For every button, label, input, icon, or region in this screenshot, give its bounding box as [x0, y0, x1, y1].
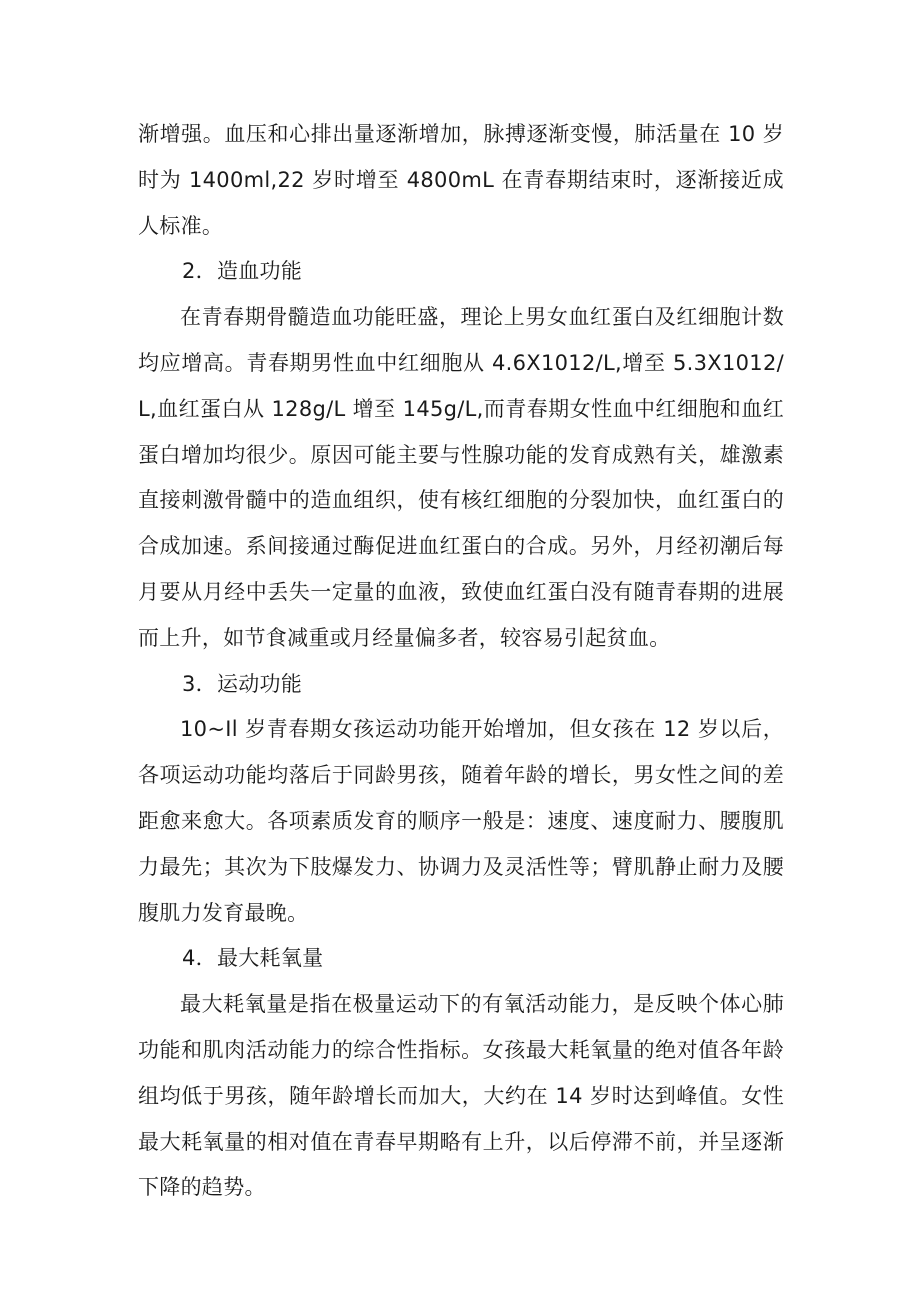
- section-heading-motor-function: 3．运动功能: [182, 671, 303, 696]
- paragraph-motor-function: 10~Il 岁青春期女孩运动功能开始增加，但女孩在 12 岁以后，各项运动功能均落后于同龄男孩，随着年龄的增长，男女性之间的差距愈来愈大。各项素质发育的顺序一般是：速度、速度耐力、腰腹肌力最先；其次为下肢爆发力、协调力及灵活性等；臂肌静止耐力及腰腹肌力发育最晚。: [138, 717, 784, 925]
- section-heading-hematopoiesis: 2．造血功能: [182, 259, 303, 284]
- paragraph-hematopoiesis: 在青春期骨髓造血功能旺盛，理论上男女血红蛋白及红细胞计数均应增高。青春期男性血中红细胞从 4.6X1012/L,增至 5.3X1012/L,血红蛋白从 128g/L 增至 145g/L,而青春期女性血中红细胞和血红蛋白增加均很少。原因可能主要与性腺功能的发育成熟有关，雄激素直接刺激骨髓中的造血组织，使有核红细胞的分裂加快，血红蛋白的合成加速。系间接通过酶促进血红蛋白的合成。另外，月经初潮后每月要从月经中丢失一定量的血液，致使血红蛋白没有随青春期的进展而上升，如节食减重或月经量偏多者，较容易引起贫血。: [138, 305, 784, 650]
- paragraph-max-oxygen: 最大耗氧量是指在极量运动下的有氧活动能力，是反映个体心肺功能和肌肉活动能力的综合性指标。女孩最大耗氧量的绝对值各年龄组均低于男孩，随年龄增长而加大，大约在 14 岁时达到峰值。女性最大耗氧量的相对值在青春早期略有上升，以后停滞不前，并呈逐渐下降的趋势。: [138, 992, 784, 1200]
- document-body: [138, 112, 784, 1211]
- section-heading-max-oxygen: 4．最大耗氧量: [182, 946, 324, 971]
- paragraph-continuation: 渐增强。血压和心排出量逐渐增加，脉搏逐渐变慢，肺活量在 10 岁时为 1400ml,22 岁时增至 4800mL 在青春期结束时，逐渐接近成人标准。: [138, 122, 784, 238]
